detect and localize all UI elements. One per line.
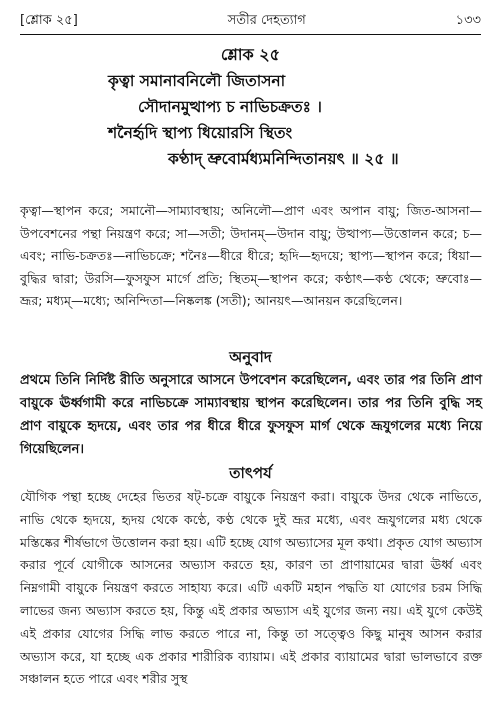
purport-heading: তাৎপর্য: [229, 464, 272, 482]
synonyms-paragraph: কৃত্বা—স্থাপন করে; সমানৌ—সাম্যাবস্থায়; অনিলৌ—প্রাণ এবং অপান বায়ু; জিত-আসনা—উপবেশনের পন্থা নিয়ন্ত্রণ করে; সা—সতী; উদানম্—উদান বায়ু; উত্থাপ্য—উত্তোলন করে; চ—এবং; নাভি-চক্রতঃ—নাভিচক্রে; শনৈঃ—ধীরে ধীরে; হৃদি—হৃদয়ে; স্থাপ্য—স্থাপন করে; ধিয়া—বুদ্ধির দ্বারা; উরসি—ফুসফুস মার্গে প্রতি; স্থিতম্—স্থাপন করে; কণ্ঠাৎ—কণ্ঠ থেকে; ভ্রুবোঃ—ভ্রূর; মধ্যম্—মধ্যে; অনিন্দিতা—নিষ্কলঙ্ক (সতী); আনয়ৎ—আনয়ন করেছিলেন।: [20, 203, 482, 308]
verse-line-4: কণ্ঠাদ্ ভ্রুবোর্মধ্যমনিন্দিতানয়ৎ ॥ ২৫ ॥: [168, 150, 399, 168]
verse-line-2: সৌদানমুত্থাপ্য চ নাভিচক্রতঃ ।: [138, 98, 322, 116]
verse-line-3: শনৈর্হৃদি স্থাপ্য ধিয়োরসি স্থিতং: [108, 124, 293, 142]
verse-title: শ্লোক ২৫: [220, 45, 281, 64]
chapter-title: সতীর দেহত্যাগ: [227, 12, 306, 28]
page-number: ১৩৩: [455, 12, 481, 28]
translation-paragraph: প্রথমে তিনি নির্দিষ্ট রীতি অনুসারে আসনে উপবেশন করেছিলেন, এবং তার পর তিনি প্রাণ বায়ুকে ঊর্ধ্বগামী করে নাভিচক্রে সাম্যাবস্থায় স্থাপন করেছিলেন। তার পর তিনি বুদ্ধি সহ প্রাণ বায়ুকে হৃদয়ে, এবং তার পর ধীরে ধীরে ফুসফুস মার্গ থেকে ভ্রূযুগলের মধ্যে নিয়ে গিয়েছিলেন।: [20, 373, 482, 457]
verse-reference: [শ্লোক ২৫]: [20, 12, 78, 28]
page-header: [20, 8, 481, 35]
verse-block: [0, 42, 501, 172]
purport-paragraph: যৌগিক পন্থা হচ্ছে দেহের ভিতর ষট্-চক্রে বায়ুকে নিয়ন্ত্রণ করা। বায়ুকে উদর থেকে নাভিতে, নাভি থেকে হৃদয়ে, হৃদয় থেকে কণ্ঠে, কণ্ঠ থেকে দুই ভ্রূর মধ্যে, এবং ভ্রূযুগলের মধ্য থেকে মস্তিষ্কের শীর্ষভাগে উত্তোলন করা হয়। এটি হচ্ছে যোগ অভ্যাসের মূল কথা। প্রকৃত যোগ অভ্যাস করার পূর্বে যোগীকে আসনের অভ্যাস করতে হয়, কারণ তা প্রাণায়ামের দ্বারা ঊর্ধ্ব এবং নিম্নগামী বায়ুকে নিয়ন্ত্রণ করতে সাহায্য করে। এটি একটি মহান পদ্ধতি যা যোগের চরম সিদ্ধি লাভের জন্য অভ্যাস করতে হয়, কিন্তু এই প্রকার অভ্যাস এই যুগের জন্য নয়। এই যুগে কেউই এই প্রকার যোগের সিদ্ধি লাভ করতে পারে না, কিন্তু তা সত্ত্বেও কিছু মানুষ আসন করার অভ্যাস করে, যা হচ্ছে এক প্রকার শারীরিক ব্যায়াম। এই প্রকার ব্যায়ামের দ্বারা ভালভাবে রক্ত সঞ্চালন হতে পারে এবং শরীর সুস্থ: [20, 489, 482, 687]
verse-line-1: কৃত্বা সমানাবনিলৌ জিতাসনা: [108, 72, 286, 90]
translation-heading: অনুবাদ: [229, 348, 272, 366]
